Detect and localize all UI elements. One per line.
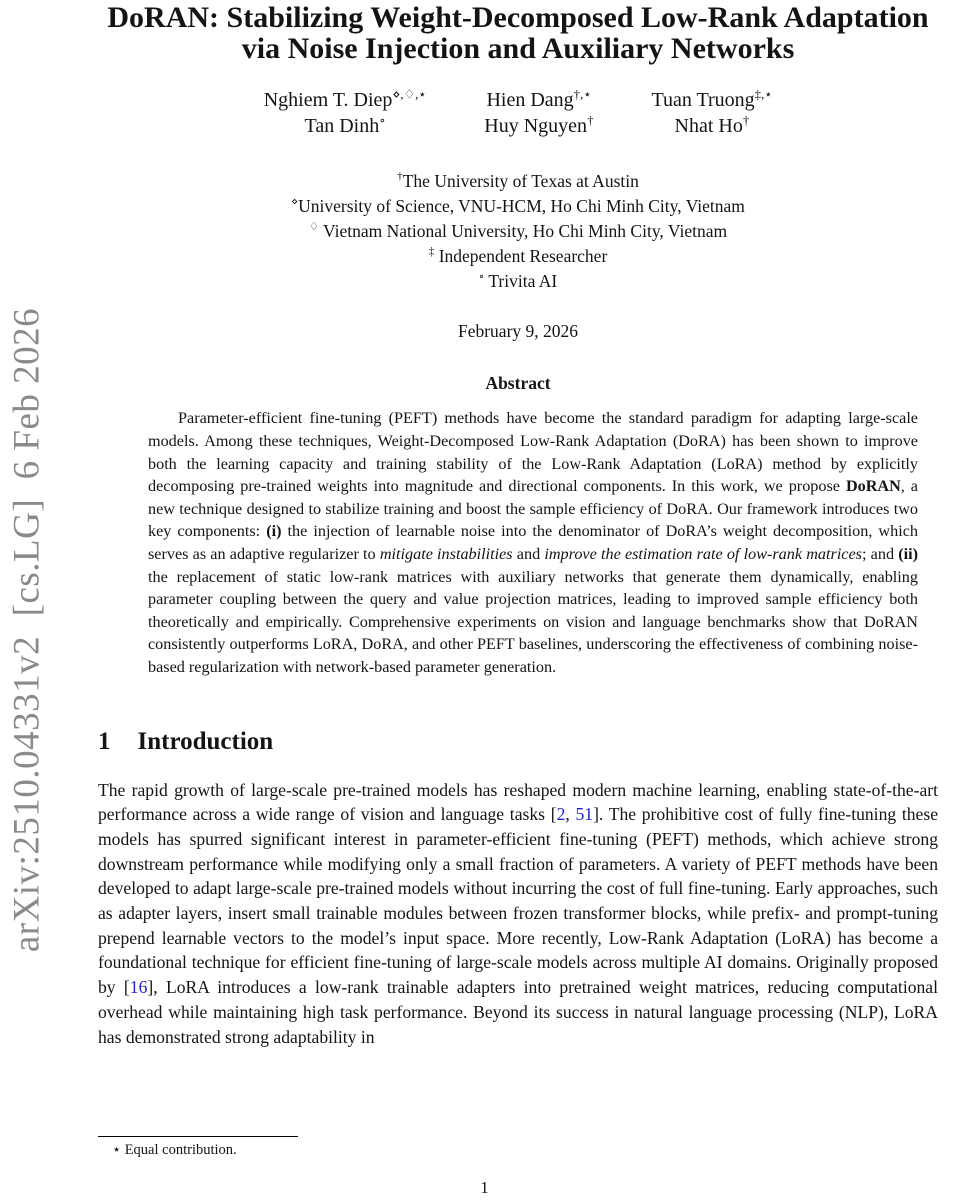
section-heading-introduction <box>98 728 938 756</box>
section-number: 1 <box>98 727 111 755</box>
text-run: and <box>512 544 545 563</box>
citation-link[interactable]: 16 <box>129 977 148 998</box>
affiliation-line <box>98 194 938 219</box>
affiliation-text: Vietnam National University, Ho Chi Minh City, Vietnam <box>318 221 728 242</box>
footnote-symbol: ⋆ <box>112 1142 122 1158</box>
author-affiliation-marks: † <box>742 113 750 128</box>
footnote-label: Equal contribution. <box>121 1142 237 1158</box>
author-affiliation-marks: † <box>587 113 594 128</box>
author-name <box>484 88 593 113</box>
author-text: Nghiem T. Diep <box>263 89 393 112</box>
section-title: Introduction <box>137 727 274 755</box>
affiliation-line <box>98 219 938 244</box>
affiliation-mark: ♢ <box>308 221 319 234</box>
author-text: Hien Dang <box>486 89 574 112</box>
footnote-text <box>98 1142 938 1159</box>
author-affiliation-marks: ‡,⋆ <box>754 87 773 102</box>
affiliation-mark: ‡ <box>428 246 435 259</box>
citation-link[interactable]: 2 <box>556 804 566 825</box>
affiliation-block <box>98 169 938 294</box>
bold-text: (i) <box>266 522 282 541</box>
page-number: 1 <box>480 1178 489 1197</box>
author-block <box>98 88 938 139</box>
affiliation-mark: † <box>397 171 403 184</box>
author-name <box>264 88 427 113</box>
bold-text: (ii) <box>898 544 918 563</box>
author-text: Nhat Ho <box>674 115 743 138</box>
author-name <box>651 114 772 139</box>
affiliation-text: Independent Researcher <box>434 246 608 267</box>
text-run: ; and <box>861 544 899 563</box>
arxiv-watermark: arXiv:2510.04331v2 [cs.LG] 6 Feb 2026 <box>6 307 48 953</box>
footnote-rule <box>98 1136 298 1137</box>
affiliation-line <box>98 269 938 294</box>
author-name <box>264 114 427 139</box>
paper-title: DoRAN: Stabilizing Weight-Decomposed Low-Rank Adaptation via Noise Injection and Auxiliary Networks <box>107 1 929 66</box>
paper-date: February 9, 2026 <box>457 321 579 342</box>
affiliation-line <box>98 244 938 269</box>
author-text: Tuan Truong <box>651 89 755 112</box>
author-text: Tan Dinh <box>304 115 380 138</box>
text-run: the replacement of static low-rank matrices with auxiliary networks that generate them dynamically, enabling parameter coupling between the query and value projection matrices, leading to improved sample efficiency both theoretically and empirically. Comprehensive experiments on vision and language benchmarks show that DoRAN consistently outperforms LoRA, DoRA, and other PEFT baselines, underscoring the effectiveness of combining noise-based regularization with network-based parameter generation. <box>148 567 918 676</box>
text-run: ]. The prohibitive cost of fully fine-tuning these models has spurred significant interest in parameter-efficient fine-tuning (PEFT) methods, which achieve strong downstream performance while modifying only a small fraction of parameters. A variety of PEFT methods have been developed to adapt large-scale pre-trained models without incurring the cost of full fine-tuning. Early approaches, such as adapter layers, insert small trainable modules between frozen transformer blocks, while prefix- and prompt-tuning prepend learnable vectors to the model’s input space. More recently, Low-Rank Adaptation (LoRA) has become a foundational technique for efficient fine-tuning of large-scale models across multiple AI domains. Originally proposed by [ <box>98 804 939 998</box>
text-run: , a new technique designed to stabilize training and boost the sample efficiency of DoRA. Our framework introduces two key components: <box>148 477 918 541</box>
text-run: , <box>565 804 576 825</box>
citation-link[interactable]: 51 <box>575 804 594 825</box>
affiliation-mark: ∘ <box>478 271 485 284</box>
affiliation-text: The University of Texas at Austin <box>402 171 639 192</box>
author-text: Huy Nguyen <box>484 115 588 138</box>
author-affiliation-marks: †,⋆ <box>573 87 592 102</box>
bold-text: DoRAN <box>845 477 901 496</box>
italic-text: improve the estimation rate of low-rank matrices <box>544 544 862 563</box>
affiliation-text: Trivita AI <box>484 271 558 292</box>
author-affiliation-marks: ∘ <box>379 113 386 128</box>
abstract-paragraph <box>148 407 918 678</box>
abstract-heading: Abstract <box>485 373 551 394</box>
paper-content <box>98 0 938 1049</box>
author-name <box>651 88 772 113</box>
text-run: The rapid growth of large-scale pre-trained models has reshaped modern machine learning, enabling state-of-the-art performance across a wide range of vision and language tasks [ <box>98 779 938 825</box>
affiliation-line <box>98 169 938 194</box>
introduction-paragraph <box>98 778 938 1050</box>
footnote-block <box>98 1136 938 1159</box>
text-run: the injection of learnable noise into the denominator of DoRA’s weight decomposition, which serves as an adaptive regularizer to <box>148 522 918 563</box>
affiliation-mark: ⋄ <box>291 196 299 209</box>
author-name <box>484 114 593 139</box>
affiliation-text: University of Science, VNU-HCM, Ho Chi Minh City, Vietnam <box>298 196 745 217</box>
text-run: Parameter-efficient fine-tuning (PEFT) methods have become the standard paradigm for adapting large-scale models. Among these techniques, Weight-Decomposed Low-Rank Adaptation (DoRA) has been shown to improve both the learning capacity and training stability of the Low-Rank Adaptation (LoRA) method by explicitly decomposing pre-trained weights into magnitude and directional components. In this work, we propose <box>148 409 918 496</box>
italic-text: mitigate instabilities <box>379 544 513 563</box>
text-run: ], LoRA introduces a low-rank trainable adapters into pretrained weight matrices, reducing computational overhead while maintaining high task performance. Beyond its success in natural language processing (NLP), LoRA has demonstrated strong adaptability in <box>98 977 938 1047</box>
author-affiliation-marks: ⋄,♢,⋆ <box>392 87 427 102</box>
